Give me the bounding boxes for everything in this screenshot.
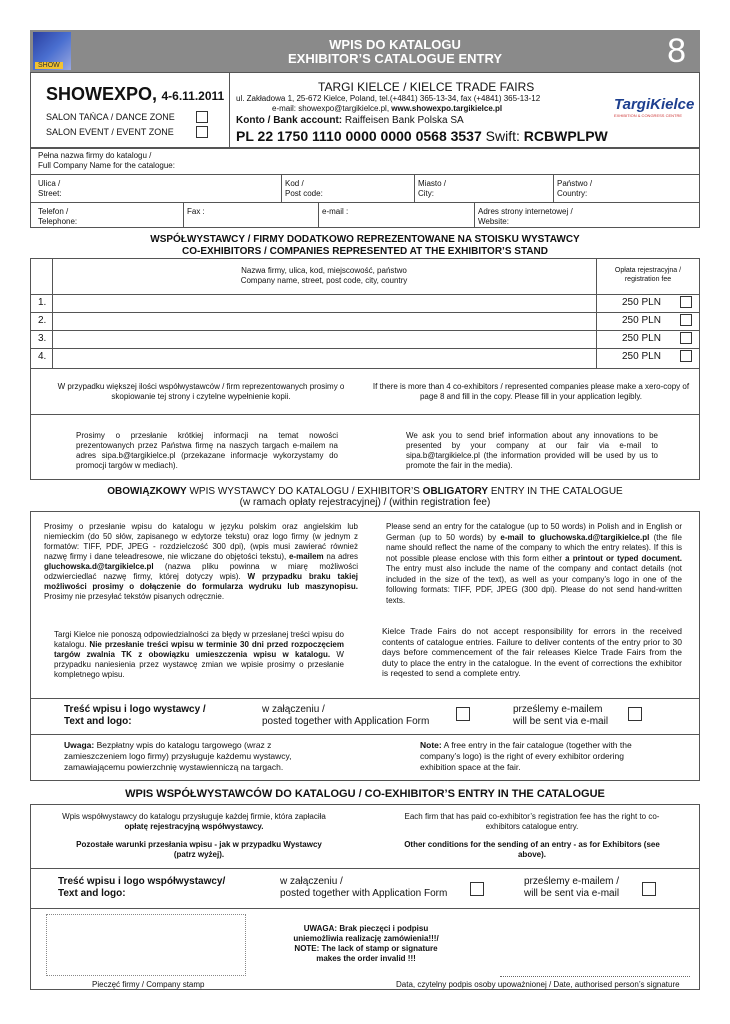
free-entry-note-pl: Uwaga: Bezpłatny wpis do katalogu targowego (wraz z zamieszczeniem logo firmy) przysługuje każdemu wystawcy, zamawiającemu powierzchnię wystawienniczą na targach. — [64, 740, 292, 772]
catalogue-instructions-en: Please send an entry for the catalogue (up to 50 words) in Polish and in English or German (up to 50 words) by e-mail to gluchowska.d@targikielce.pl (the file name should reflect the name of the company to which the entry relates). If this is not possible please enclose with this form either a printout or typed document. The entry must also include the name of the company and contact details (not included in the size of the text), as well as your company’s logo in one of the following formats: TIFF, PDF, JPEG (300 dpi). Please do not send hand-written texts. — [386, 522, 682, 605]
registration-fee-header: Opłata rejestracyjna / registration fee — [614, 267, 682, 283]
coexhibitor-row-number: 3. — [38, 333, 47, 344]
liability-note-pl: Targi Kielce nie ponoszą odpowiedzialności za błędy w przesłanej treści wpisu do katalogu. Nie przesłanie treści wpisu w terminie 30 dni przed rozpoczęciem targów zwalnia TK z obowiązku umieszczenia wpisu w katalogu. W przypadku naniesienia przez wystawcę zmian we wpisie prosimy o przesłanie kompletnego wpisu. — [54, 630, 344, 679]
coexhibitor-content-label: Treść wpisu i logo współwystawcy/ Text and logo: — [58, 876, 226, 899]
exhibitor-email-checkbox[interactable] — [628, 707, 642, 721]
innovation-info-pl: Prosimy o przesłanie krótkiej informacji na temat nowości prezentowanych przez Państwa firmę na naszych targach e-mailem na adres sipa.b@targikielce.pl (przekazane informacje wykorzystamy do promocji targów w mediach). — [76, 431, 338, 470]
coexhibitor-fee: 250 PLN — [622, 333, 661, 344]
website-label: Adres strony internetowej / Website: — [478, 207, 573, 226]
coexhibitor-row-number: 1. — [38, 297, 47, 308]
coentry-email-label: prześlemy e-mailem / will be sent via e-mail — [524, 876, 620, 899]
option-dance-zone: SALON TAŃCA / DANCE ZONE — [46, 112, 175, 122]
coexhibitor-fee: 250 PLN — [622, 297, 661, 308]
coexhibitor-email-checkbox[interactable] — [642, 882, 656, 896]
street-label: Ulica / Street: — [38, 179, 62, 198]
phone-label: Telefon / Telephone: — [38, 207, 78, 226]
coexhibitor-row-number: 2. — [38, 315, 47, 326]
page-number: 8 — [667, 32, 686, 70]
targi-kielce-logo: TargiKielce EXHIBITION & CONGRESS CENTRE — [614, 96, 695, 118]
signature-label: Data, czytelny podpis osoby upoważnionej / Date, authorised person’s signature — [396, 980, 680, 989]
bank-account-label: Konto / Bank account: Raiffeisen Bank Polska SA — [236, 115, 464, 126]
coexhibitor-row-number: 4. — [38, 351, 47, 362]
free-entry-note-en: Note: A free entry in the fair catalogue (together with the company’s logo) is the right of every exhibitor ordering exhibition space at the fair. — [420, 740, 632, 772]
coexhibitor-fee-checkbox[interactable] — [680, 296, 692, 308]
full-name-label: Pełna nazwa firmy do katalogu / Full Company Name for the catalogue: — [38, 151, 175, 170]
page-title: WPIS DO KATALOGU EXHIBITOR’S CATALOGUE ENTRY — [287, 37, 503, 66]
attached-option-label: w załączeniu / posted together with Application Form — [262, 704, 430, 727]
coentry-right-pl: Wpis współwystawcy do katalogu przysługuje każdej firmie, która zapłaciła opłatę rejestracyjną współwystawcy. — [62, 812, 326, 831]
header-bar — [30, 30, 700, 72]
company-stamp-area[interactable] — [46, 914, 246, 976]
event-zone-checkbox[interactable] — [196, 126, 208, 138]
stamp-warning: UWAGA: Brak pieczęci i podpisu uniemożliwia realizację zamówienia!!!/ NOTE: The lack of stamp or signature makes the order invalid !!! — [293, 924, 439, 963]
coentry-conditions-pl: Pozostałe warunki przesłania wpisu - jak w przypadku Wystawcy (patrz wyżej). — [76, 840, 322, 859]
organizer-address: ul. Zakładowa 1, 25-672 Kielce, Poland, tel.(+4841) 365-13-34, fax (+4841) 365-13-12 — [236, 94, 541, 103]
signature-line[interactable] — [500, 976, 690, 977]
fax-label: Fax : — [187, 207, 205, 216]
dance-zone-checkbox[interactable] — [196, 111, 208, 123]
copy-note-pl: W przypadku większej ilości współwystawców / firm reprezentowanych prosimy o skopiowanie tej strony i czytelne wypełnienie kopii. — [57, 382, 345, 401]
city-label: Miasto / City: — [418, 179, 447, 198]
organizer-name: TARGI KIELCE / KIELCE TRADE FAIRS — [318, 80, 535, 94]
postcode-label: Kod / Post code: — [285, 179, 323, 198]
copy-note-en: If there is more than 4 co-exhibitors / represented companies please make a xero-copy of page 8 and fill in the copy. Please fill in your application legibly. — [372, 382, 690, 401]
obligatory-entry-title: OBOWIĄZKOWY WPIS WYSTAWCY DO KATALOGU / EXHIBITOR’S OBLIGATORY ENTRY IN THE CATALOGUE — [107, 486, 623, 497]
coentry-right-en: Each firm that has paid co-exhibitor’s registration fee has the right to co-exhibitors catalogue entry. — [404, 812, 660, 831]
obligatory-entry-subtitle: (w ramach opłaty rejestracyjnej) / (within registration fee) — [239, 497, 491, 508]
coentry-conditions-en: Other conditions for the sending of an entry - as for Exhibitors (see above). — [404, 840, 660, 859]
coexhibitor-entry-title: WPIS WSPÓŁWYSTAWCÓW DO KATALOGU / CO-EXHIBITOR’S ENTRY IN THE CATALOGUE — [125, 788, 605, 800]
coentry-attached-label: w załączeniu / posted together with Application Form — [280, 876, 448, 899]
innovation-info-en: We ask you to send brief information about any innovations to be presented by your company at our fair via e-mail to sipa.b@targikielce.pl (the information provided will be used by us to promote the fair in the media). — [406, 431, 658, 470]
bank-account-number: PL 22 1750 1110 0000 0000 0568 3537 Swift: RCBWPLPW — [236, 128, 608, 144]
coexhibitor-fee-checkbox[interactable] — [680, 332, 692, 344]
coexhibitor-attached-checkbox[interactable] — [470, 882, 484, 896]
coexhibitor-fee: 250 PLN — [622, 315, 661, 326]
exhibitor-content-label: Treść wpisu i logo wystawcy / Text and logo: — [64, 704, 206, 727]
coexhibitors-title: WSPÓŁWYSTAWCY / FIRMY DODATKOWO REPREZENTOWANE NA STOISKU WYSTAWCY CO-EXHIBITORS / COMPANIES REPRESENTED AT THE EXHIBITOR’S STAND — [150, 234, 580, 257]
coexhibitor-fee-checkbox[interactable] — [680, 350, 692, 362]
coexhibitor-fee-checkbox[interactable] — [680, 314, 692, 326]
event-name: SHOWEXPO, 4-6.11.2011 — [46, 84, 225, 104]
liability-note-en: Kielce Trade Fairs do not accept responsibility for errors in the received contents of catalogue entries. Failure to deliver contents of the entry prior to 30 days before commencement of the fair releases Kielce Trade Fairs from the duty to place the entry in the catalogue. In the event of corrections the exhibitor is reqested to send a complete entry. — [382, 626, 682, 678]
email-label: e-mail : — [322, 207, 349, 216]
company-stamp-label: Pieczęć firmy / Company stamp — [92, 980, 205, 989]
organizer-contact: e-mail: showexpo@targikielce.pl, www.showexpo.targikielce.pl — [272, 104, 503, 113]
email-option-label: prześlemy e-mailem will be sent via e-mail — [513, 704, 609, 727]
option-event-zone: SALON EVENT / EVENT ZONE — [46, 127, 174, 137]
showexpo-logo: SHOW — [33, 32, 71, 70]
coexhibitor-fee: 250 PLN — [622, 351, 661, 362]
exhibitor-attached-checkbox[interactable] — [456, 707, 470, 721]
catalogue-instructions-pl: Prosimy o przesłanie wpisu do katalogu w języku polskim oraz angielskim lub niemieckim (do 50 słów, zapisanego w edytorze tekstu) oraz logo firmy (w jednym z formatów: TIFF, PDF, JPEG - rozdzielczość 300 dpi), (wpis musi zawierać również nazwę firmy i dane teleadresowe, nie wliczane do objętości tekstu), e-mailem na adres gluchowska.d@targikielce.pl (nazwa pliku powinna w miarę możliwości odzwierciedlać nazwę firmy, której dotyczy wpis). W przypadku braku takiej możliwości prosimy o dołączenie do formularza wydruku lub maszynopisu. Prosimy nie przesyłać tekstów pisanych odręcznie. — [44, 522, 359, 601]
country-label: Państwo / Country: — [557, 179, 593, 198]
coexhibitor-name-header: Nazwa firmy, ulica, kod, miejscowość, państwo Company name, street, post code, city, country — [240, 266, 408, 285]
